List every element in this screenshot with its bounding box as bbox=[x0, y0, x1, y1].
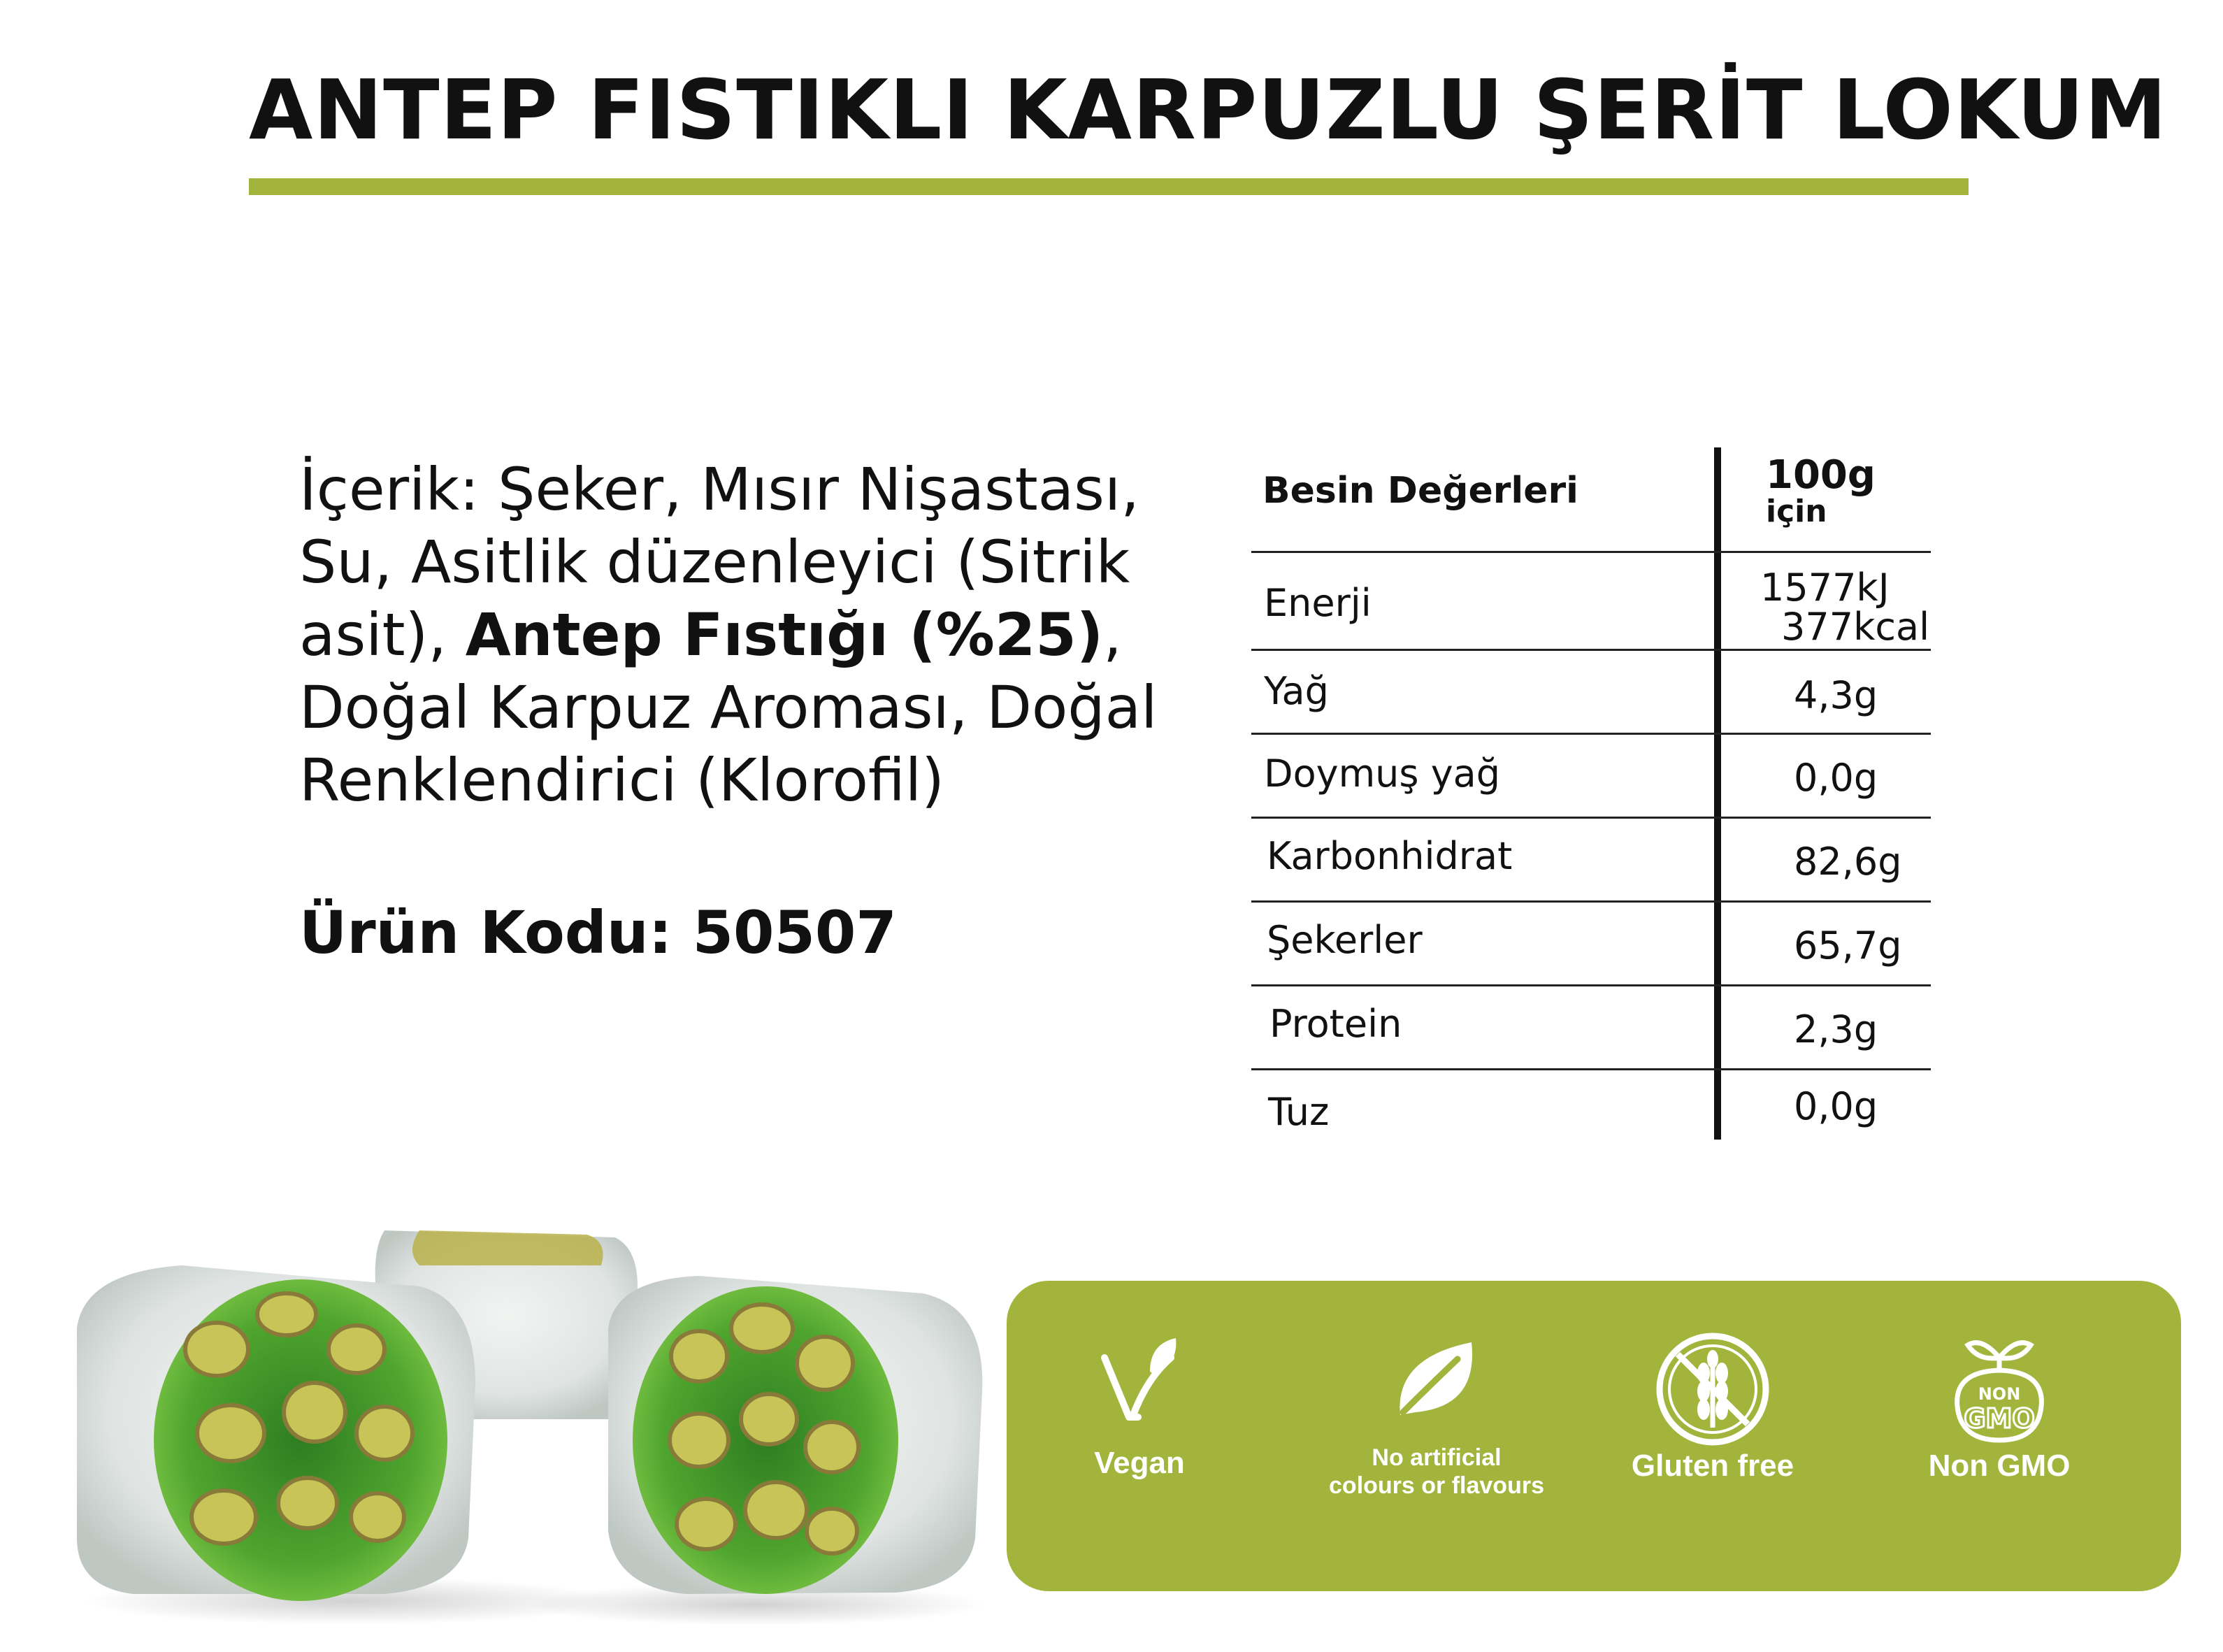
nutrition-row-label: Yağ bbox=[1264, 669, 1329, 713]
badge-vegan bbox=[1035, 1330, 1244, 1479]
badge-non-gmo bbox=[1894, 1330, 2104, 1482]
non-gmo-icon-bottom-text: GMO bbox=[1964, 1403, 2035, 1434]
badge-label: Non GMO bbox=[1928, 1449, 2071, 1483]
nutrition-table bbox=[1251, 447, 1929, 1140]
nutrition-row-value: 1577kJ bbox=[1760, 566, 1890, 610]
ingredients-prefix: İçerik: Şeker, Mısır Nişastası, Su, Asitlik düzenleyici (Sitrik asit), bbox=[299, 455, 1139, 669]
page-title: ANTEP FISTIKLI KARPUZLU ŞERİT LOKUM bbox=[249, 62, 2168, 158]
non-gmo-icon-top-text: NON bbox=[1978, 1384, 2021, 1404]
nutrition-row-label: Enerji bbox=[1264, 581, 1372, 625]
nutrition-row-value: 65,7g bbox=[1794, 924, 1902, 968]
nutrition-row-value: 2,3g bbox=[1794, 1007, 1878, 1051]
badge-gluten-free bbox=[1608, 1330, 1818, 1482]
badge-label-line2: colours or flavours bbox=[1329, 1472, 1544, 1499]
product-code: Ürün Kodu: 50507 bbox=[299, 898, 897, 967]
nutrition-row-value: 0,0g bbox=[1794, 1084, 1878, 1128]
badge-label: Vegan bbox=[1094, 1446, 1185, 1480]
vegan-icon bbox=[1091, 1330, 1188, 1428]
nutrition-header-amount: 100g bbox=[1766, 452, 1876, 498]
nutrition-row-label: Karbonhidrat bbox=[1267, 834, 1513, 878]
features-badge-panel bbox=[1007, 1281, 2181, 1591]
row-divider bbox=[1251, 1068, 1931, 1070]
leaf-icon bbox=[1388, 1330, 1485, 1428]
ingredients-text bbox=[299, 453, 1180, 817]
nutrition-row-label: Doymuş yağ bbox=[1264, 752, 1501, 796]
row-divider bbox=[1251, 551, 1931, 553]
nutrition-header-label: Besin Değerleri bbox=[1262, 470, 1578, 512]
nutrition-row-value: 4,3g bbox=[1794, 673, 1878, 717]
row-divider bbox=[1251, 649, 1931, 651]
non-gmo-icon bbox=[1940, 1330, 2059, 1449]
badge-label: Gluten free bbox=[1631, 1449, 1794, 1483]
ingredients-highlight: Antep Fıstığı (%25) bbox=[465, 601, 1104, 669]
badge-no-artificial bbox=[1318, 1330, 1555, 1498]
title-underline bbox=[249, 178, 1969, 195]
nutrition-row-label: Şekerler bbox=[1267, 918, 1423, 962]
row-divider bbox=[1251, 900, 1931, 903]
badge-label-line1: No artificial bbox=[1372, 1444, 1502, 1471]
nutrition-row-label: Tuz bbox=[1268, 1090, 1330, 1134]
nutrition-row-value: 0,0g bbox=[1794, 756, 1878, 800]
row-divider bbox=[1251, 984, 1931, 986]
ingredients-suffix: , Doğal Karpuz Aroması, Doğal Renklendirici (Klorofil) bbox=[299, 601, 1158, 814]
row-divider bbox=[1251, 733, 1931, 735]
nutrition-row-value: 82,6g bbox=[1794, 840, 1902, 884]
nutrition-row-label: Protein bbox=[1269, 1002, 1402, 1046]
nutrition-header-per: için bbox=[1766, 494, 1827, 529]
row-divider bbox=[1251, 817, 1931, 819]
nutrition-row-value-secondary: 377kcal bbox=[1781, 605, 1930, 649]
product-photo bbox=[56, 1209, 1007, 1629]
gluten-free-icon bbox=[1653, 1330, 1772, 1449]
